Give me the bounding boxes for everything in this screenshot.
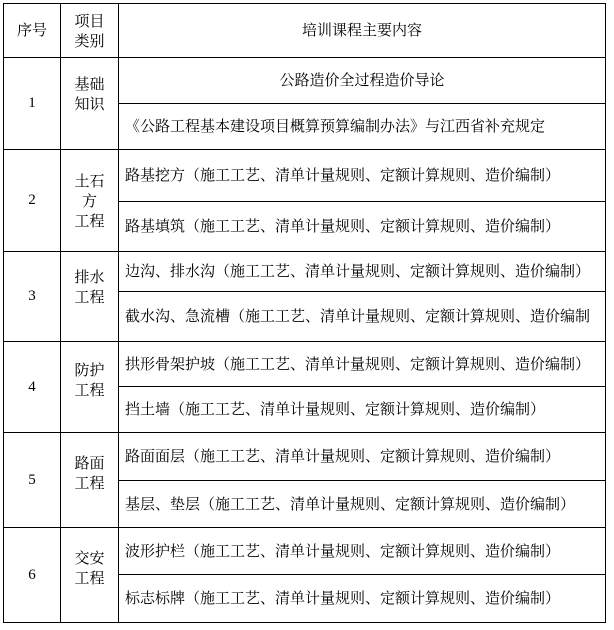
group-3-item-1: [119, 252, 605, 291]
group-3-category: [61, 252, 118, 322]
header-content-text: 培训课程主要内容: [301, 21, 422, 39]
group-2-index-text: 2: [28, 192, 36, 208]
group-4-category-line2: 工程: [74, 381, 105, 399]
group-2-item-2: [119, 202, 605, 251]
group-3-index: [4, 252, 60, 341]
group-6-category-line1: 交安: [74, 549, 105, 567]
group-4-index: [4, 342, 60, 432]
group-2-item-2-text: 路基填筑（施工工艺、清单计量规则、定额计算规则、造价编制）: [125, 217, 561, 235]
group-4-item-2: [119, 387, 605, 432]
group-2-category: [61, 150, 118, 251]
group-6-category: [61, 528, 118, 608]
group-5-category: [61, 433, 118, 513]
group-1-index-text: 1: [28, 95, 36, 111]
group-1-category-line2: 知识: [74, 95, 105, 113]
group-4-index-text: 4: [28, 378, 36, 395]
rule-bottom: [3, 622, 606, 623]
group-5-category-line2: 工程: [74, 474, 105, 492]
rule-right: [605, 3, 606, 623]
group-1-category: [61, 58, 118, 130]
group-6-index: [4, 528, 60, 622]
group-3-item-2-text: 截水沟、急流槽（施工工艺、清单计量规则、定额计算规则、造价编制: [125, 307, 591, 325]
group-3-category-line1: 排水: [74, 268, 105, 286]
group-5-item-1-text: 路面面层（施工工艺、清单计量规则、定额计算规则、造价编制）: [125, 447, 561, 465]
header-category: [61, 4, 118, 57]
group-5-item-1: [119, 433, 605, 480]
course-table: [3, 3, 606, 623]
group-1-index: [4, 58, 60, 149]
group-5-category-line1: 路面: [74, 454, 105, 472]
group-5-index-text: 5: [28, 471, 36, 488]
group-2-index: [4, 150, 60, 251]
header-index-text: 序号: [16, 21, 47, 39]
group-6-item-1-text: 波形护栏（施工工艺、清单计量规则、定额计算规则、造价编制）: [125, 541, 561, 560]
group-4-category: [61, 342, 118, 418]
group-4-item-2-text: 挡土墙（施工工艺、清单计量规则、定额计算规则、造价编制）: [125, 400, 546, 418]
group-6-item-2: [119, 575, 605, 622]
header-category-line2: 类别: [74, 31, 105, 50]
group-5-item-2-text: 基层、垫层（施工工艺、清单计量规则、定额计算规则、造价编制）: [125, 494, 576, 513]
group-3-item-1-text: 边沟、排水沟（施工工艺、清单计量规则、定额计算规则、造价编制）: [125, 262, 591, 280]
group-1-item-2-text: 《公路工程基本建设项目概算预算编制办法》与江西省补充规定: [125, 117, 546, 135]
group-1-item-1-text: 公路造价全过程造价导论: [279, 71, 445, 89]
group-6-index-text: 6: [28, 566, 36, 583]
group-1-category-line1: 基础: [74, 75, 105, 93]
group-2-item-1: [119, 150, 605, 201]
group-2-category-line2: 方: [81, 191, 97, 210]
group-2-item-1-text: 路基挖方（施工工艺、清单计量规则、定额计算规则、造价编制）: [125, 166, 561, 184]
header-index: [4, 4, 60, 57]
group-1-item-1: [119, 58, 605, 103]
header-content: [119, 4, 605, 57]
group-4-category-line1: 防护: [74, 361, 105, 379]
group-3-category-line2: 工程: [74, 288, 105, 306]
group-1-item-2: [119, 104, 605, 149]
group-5-index: [4, 433, 60, 527]
group-6-item-1: [119, 528, 605, 574]
group-4-item-1-text: 拱形骨架护坡（施工工艺、清单计量规则、定额计算规则、造价编制）: [125, 354, 591, 373]
header-category-line1: 项目: [74, 11, 105, 30]
group-4-item-1: [119, 342, 605, 386]
group-3-index-text: 3: [28, 288, 36, 304]
group-6-item-2-text: 标志标牌（施工工艺、清单计量规则、定额计算规则、造价编制）: [125, 589, 561, 607]
group-5-item-2: [119, 481, 605, 527]
group-3-item-2: [119, 292, 605, 341]
group-2-category-line3: 工程: [74, 211, 105, 230]
group-2-category-line1: 土石: [74, 171, 105, 190]
group-6-category-line2: 工程: [74, 569, 105, 587]
